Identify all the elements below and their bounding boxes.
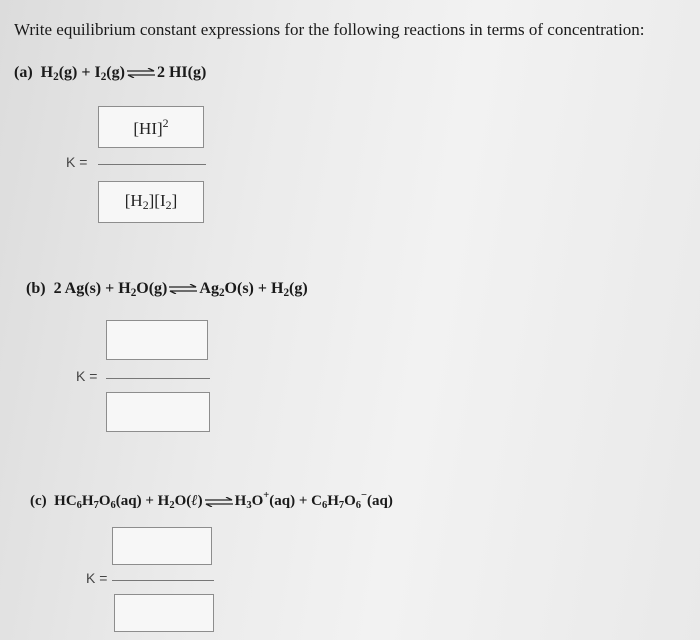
k-denominator-field-b[interactable] <box>106 392 210 432</box>
k-numerator-field-a[interactable] <box>98 106 204 148</box>
fraction-line-c <box>112 580 214 581</box>
part-label-b: (b) <box>26 280 46 297</box>
k-denominator-field-c[interactable] <box>114 594 214 632</box>
k-label-b: K = <box>76 368 98 384</box>
reaction-a-products: 2 HI(g) <box>156 64 207 81</box>
reaction-b-products: $Ag_2O(s) + H_2(g)$ <box>199 280 308 299</box>
part-label-c: (c) <box>30 493 47 509</box>
k-numerator-field-b[interactable] <box>106 320 208 360</box>
numerator-answer-a: [HI]$^2$ <box>133 115 169 138</box>
reaction-b-reactants: 2 $Ag(s) + H_2O(g)$ <box>53 280 168 299</box>
reaction-c <box>30 490 393 511</box>
equilibrium-arrow-icon <box>126 68 156 78</box>
equilibrium-arrow-icon <box>168 284 198 294</box>
k-label-a: K = <box>66 154 88 170</box>
fraction-line-a <box>98 164 206 165</box>
reaction-c-reactants: $HC_6H_7O_6(aq)$ + $H_2O(\ell)$ <box>54 493 203 511</box>
equilibrium-arrow-icon <box>204 497 234 507</box>
reaction-a <box>14 64 206 83</box>
denominator-answer-a: $[H_2][I_2]$ <box>124 191 178 212</box>
reaction-b <box>26 280 308 299</box>
reaction-c-products: $H_3O^+(aq) + C_6H_7O_6^-(aq)$ <box>234 490 393 511</box>
part-label-a: (a) <box>14 64 33 81</box>
instructions-title: Write equilibrium constant expressions for the following reactions in terms of concentration: <box>14 20 645 39</box>
k-label-c: K = <box>86 570 108 586</box>
fraction-line-b <box>106 378 210 379</box>
reaction-a-reactants: $H_2(g) + I_2(g)$ <box>40 64 125 83</box>
k-denominator-field-a[interactable] <box>98 181 204 223</box>
k-numerator-field-c[interactable] <box>112 527 212 565</box>
